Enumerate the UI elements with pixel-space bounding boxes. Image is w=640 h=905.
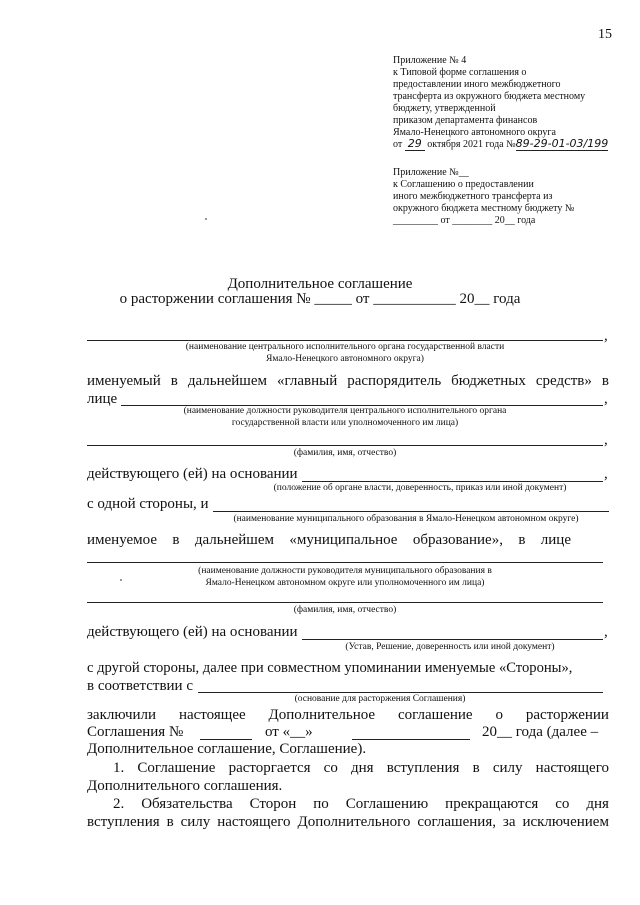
caption-fio1: (фамилия, имя, отчество) [293, 448, 397, 458]
appendix-4-line: Приложение № 4 [393, 55, 467, 66]
caption-basis2: (Устав, Решение, доверенность или иной документ) [345, 642, 555, 652]
appendix-4-line: Ямало-Ненецкого автономного округа [393, 127, 556, 138]
document-subtitle: о расторжении соглашения № _____ от ___________ 20__ года [119, 291, 521, 307]
named-mo-line: именуемое в дальнейшем «муниципальное образование», в лице [87, 532, 571, 548]
appendix-4-line: предоставлении иного межбюджетного [393, 79, 561, 90]
acting-basis-label: действующего (ей) на основании [87, 466, 298, 482]
concluded-line: заключили настоящее Дополнительное соглашение о расторжении [87, 707, 609, 723]
item-2-continuation: вступления в силу настоящего Дополнительного соглашения, за исключением [87, 814, 609, 830]
caption-basis1: (положение об органе власти, доверенность, приказ или иной документ) [273, 483, 567, 493]
comma: , [604, 328, 608, 344]
other-side-line: с другой стороны, далее при совместном упоминании именуемые «Стороны», [87, 660, 573, 676]
blank-month [352, 739, 470, 740]
blank-line-municipality [213, 511, 609, 512]
named-grbs-line: именуемый в дальнейшем «главный распорядитель бюджетных средств» в [87, 373, 609, 389]
item-1-end: Дополнительного соглашения. [87, 778, 283, 794]
item-1-line: 1. Соглашение расторгается со дня вступления в силу настоящего [113, 760, 609, 776]
page-number: 15 [598, 27, 612, 42]
agreement-number-label: Соглашения № [87, 724, 184, 740]
one-side-label: с одной стороны, и [87, 496, 209, 512]
definition-line: Дополнительное соглашение, Соглашение). [87, 741, 367, 757]
appendix-4-line: к Типовой форме соглашения о [393, 67, 527, 78]
appendix-n-line: окружного бюджета местному бюджету № [393, 203, 575, 214]
handwritten-day: 29 [405, 137, 425, 151]
blank-line-mo-head [87, 562, 603, 563]
appendix-n-line: к Соглашению о предоставлении [393, 179, 534, 190]
in-person-label: лице [87, 391, 118, 407]
comma: , [604, 624, 608, 640]
document-title: Дополнительное соглашение [227, 276, 413, 292]
caption-position: (наименование должности руководителя центрального исполнительного органа государственной власти или уполномоченного им лица) [183, 406, 507, 428]
appendix-n-line: _________ от ________ 20__ года [393, 215, 536, 226]
appendix-4-date-line [393, 138, 608, 151]
appendix-n-line: иного межбюджетного трансферта из [393, 191, 553, 202]
blank-line-fio2 [87, 602, 603, 603]
blank-line-basis2 [302, 639, 603, 640]
caption-mo-head: (наименование должности руководителя муниципального образования в Ямало-Ненецком автономном округе или уполномоченного им лица) [198, 566, 492, 588]
caption-termination: (основание для расторжения Соглашения) [294, 694, 466, 704]
caption-body: (наименование центрального исполнительного органа государственной власти Ямало-Ненецкого автономного округа) [185, 342, 505, 364]
date-middle: октября 2021 года № [424, 139, 516, 150]
comma: , [604, 466, 608, 482]
year-label: 20__ года (далее – [482, 724, 599, 740]
caption-fio2: (фамилия, имя, отчество) [293, 605, 397, 615]
comma: , [604, 432, 608, 448]
date-prefix: от [393, 139, 405, 150]
scan-speck [205, 218, 207, 220]
acting-basis-label: действующего (ей) на основании [87, 624, 298, 640]
comma: , [604, 391, 608, 407]
appendix-4-line: приказом департамента финансов [393, 115, 538, 126]
accordance-label: в соответствии с [87, 678, 193, 694]
blank-agreement-number [200, 739, 252, 740]
from-date-label: от «__» [265, 724, 313, 740]
caption-municipality: (наименование муниципального образования в Ямало-Ненецком автономном округе) [233, 514, 579, 524]
item-2-line: 2. Обязательства Сторон по Соглашению прекращаются со дня [113, 796, 609, 812]
blank-line-fio1 [87, 445, 603, 446]
handwritten-order-number: 89-29-01-03/199 [515, 137, 609, 150]
appendix-n-line: Приложение №__ [393, 167, 469, 178]
appendix-4-line: трансферта из окружного бюджета местному [393, 91, 586, 102]
appendix-4-line: бюджету, утвержденной [393, 103, 496, 114]
